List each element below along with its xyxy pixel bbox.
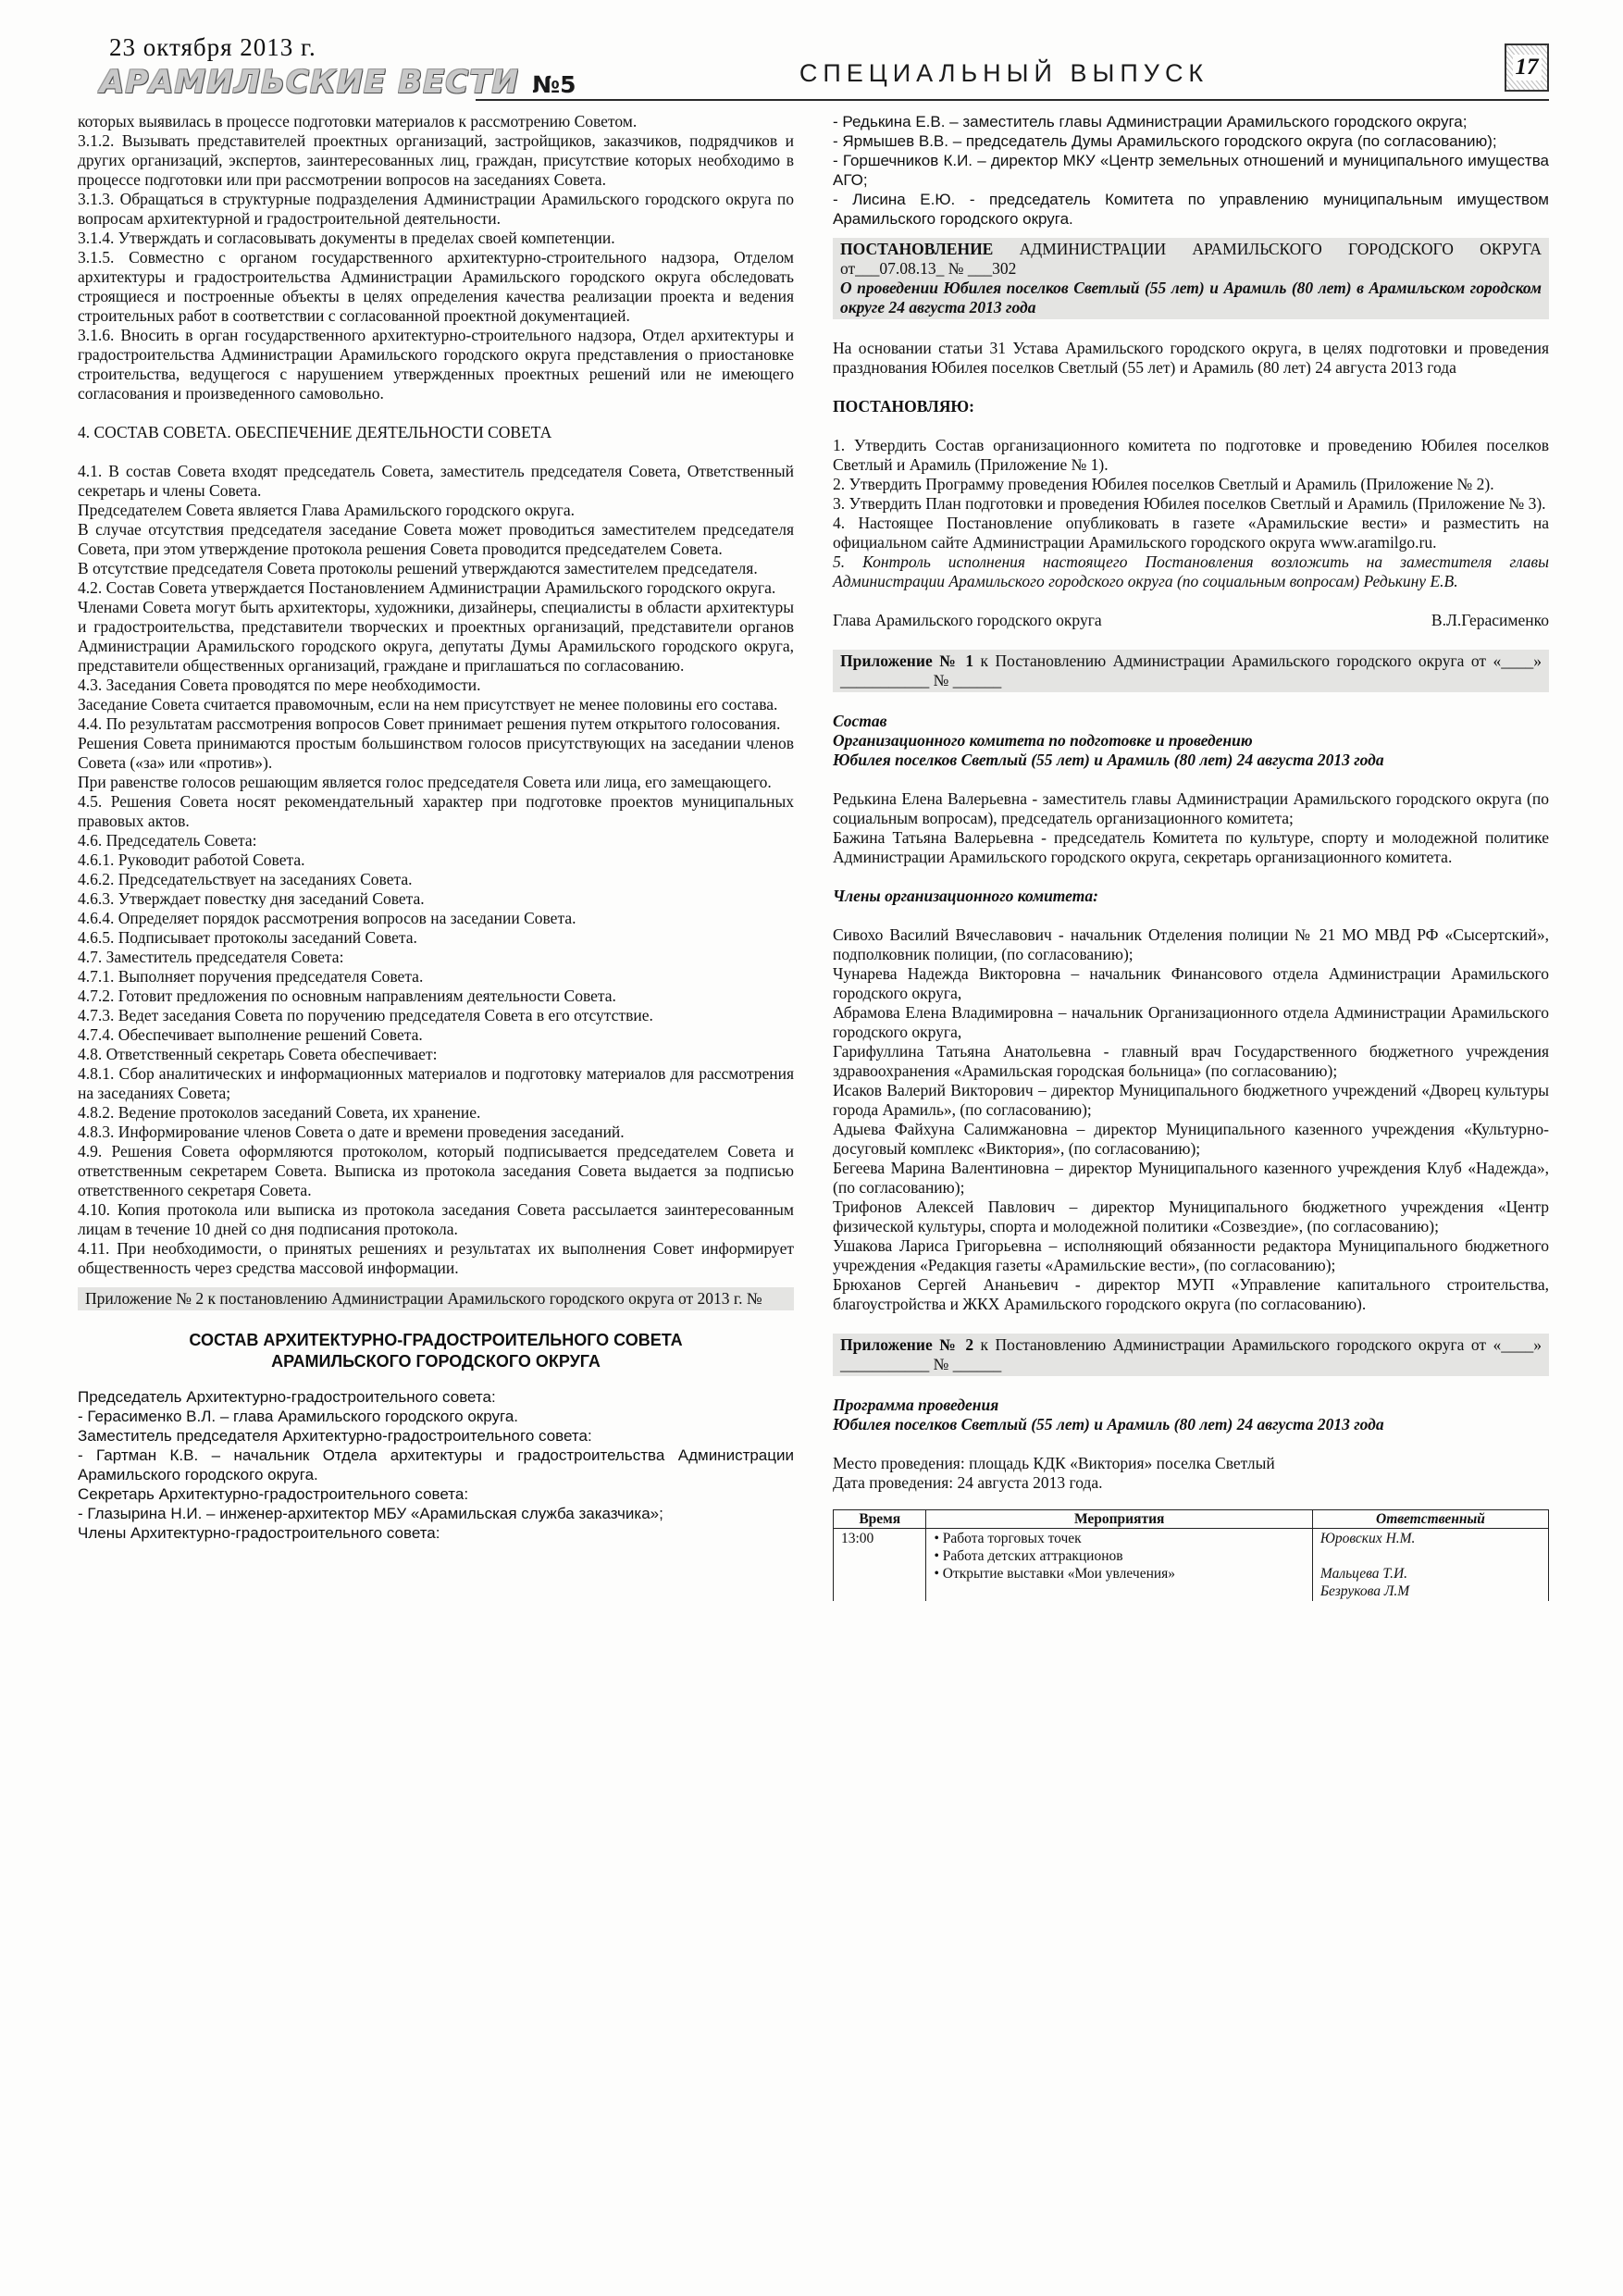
- council-members-list: [78, 1387, 794, 1543]
- body-paragraph: 4.6.5. Подписывает протоколы заседаний Совета.: [78, 928, 417, 947]
- body-paragraph: 3.1.4. Утверждать и согласовывать документы в пределах своей компетенции.: [78, 229, 615, 247]
- body-paragraph: Членами Совета могут быть архитекторы, художники, дизайнеры, специалисты в области архитектуры и градостроительства, представители творческих и проектных организаций, представители органов Администрации Арамильского городского округа, депутаты Думы Арамильского городского округа, представители общественных организаций, граждане и приглашаться по согласованию.: [78, 598, 794, 675]
- body-paragraph: 4.5. Решения Совета носят рекомендательный характер при подготовке проектов муниципальных правовых актов.: [78, 792, 794, 830]
- column-header-events: Мероприятия: [926, 1510, 1312, 1529]
- resolve-item: 3. Утвердить План подготовки и проведения Юбилея поселков Светлый и Арамиль (Приложение № 3).: [833, 494, 1546, 513]
- annex-note-text: Приложение № 2 к постановлению Администрации Арамильского городского округа от 2013 г. №: [85, 1289, 762, 1308]
- body-paragraph: 4.7.4. Обеспечивает выполнение решений Совета.: [78, 1025, 423, 1044]
- event-item: • Работа торговых точек: [934, 1531, 1082, 1546]
- masthead-block: [78, 33, 576, 101]
- resolution-subject: О проведении Юбилея поселков Светлый (55 лет) и Арамиль (80 лет) в Арамильском городском округе 24 августа 2013 года: [840, 279, 1542, 316]
- program-title-line: Программа проведения: [833, 1396, 999, 1414]
- resolve-item: 4. Настоящее Постановление опубликовать в газете «Арамильские вести» и разместить на официальном сайте Администрации Арамильского городского округа www.aramilgo.ru.: [833, 514, 1549, 552]
- cell-time: 13:00: [834, 1529, 926, 1602]
- council-list-item: Заместитель председателя Архитектурно-градостроительного совета:: [78, 1427, 592, 1445]
- council-list-item: - Герасименко В.Л. – глава Арамильского городского округа.: [78, 1408, 518, 1425]
- resolution-basis: На основании статьи 31 Устава Арамильского городского округа, в целях подготовки и проведения празднования Юбилея поселков Светлый (55 лет) и Арамиль (80 лет) 24 августа 2013 года: [833, 339, 1549, 377]
- program-title: [833, 1396, 1549, 1434]
- page-number-box: [1505, 43, 1549, 92]
- body-paragraph: 3.1.5. Совместно с органом государственного архитектурно-строительного надзора, Отделом архитектуры и градостроительства Администрации Арамильского городского округа обследовать строящиеся и построенные объекты в целях определения качества реализации проекта и ведения строительных работ в соответствии с согласованной проектной документацией.: [78, 248, 794, 325]
- members-heading: Члены организационного комитета:: [833, 887, 1098, 905]
- committee-lead-paragraph: Бажина Татьяна Валерьевна - председатель Комитета по культуре, спорту и молодежной политике Администрации Арамильского городского округа, секретарь организационного комитета.: [833, 828, 1549, 866]
- council-list-item: Председатель Архитектурно-градостроительного совета:: [78, 1388, 496, 1406]
- body-paragraph: Председателем Совета является Глава Арамильского городского округа.: [78, 501, 575, 519]
- program-table: [833, 1509, 1549, 1601]
- body-paragraph: 4.8.2. Ведение протоколов заседаний Совета, их хранение.: [78, 1103, 481, 1122]
- resolve-item: 1. Утвердить Состав организационного комитета по подготовке и проведению Юбилея поселков Светлый и Арамиль (Приложение № 1).: [833, 436, 1549, 474]
- annex-1-reference-note: [833, 650, 1549, 692]
- committee-lead-paragraph: Редькина Елена Валерьевна - заместитель главы Администрации Арамильского городского округа (по социальным вопросам), председатель организационного комитета;: [833, 789, 1549, 827]
- program-table-body: [834, 1529, 1549, 1602]
- committee-member-paragraph: Бегеева Марина Валентиновна – директор Муниципального казенного учреждения Клуб «Надежда», (по согласованию);: [833, 1159, 1549, 1197]
- annex-title-line: Юбилея поселков Светлый (55 лет) и Арамиль (80 лет) 24 августа 2013 года: [833, 751, 1384, 769]
- committee-member-paragraph: Ушакова Лариса Григорьевна – исполняющий обязанности редактора Муниципального бюджетного учреждения «Редакция газеты «Арамильские вести», (по согласованию);: [833, 1236, 1549, 1274]
- body-paragraph: 4.7.1. Выполняет поручения председателя Совета.: [78, 967, 424, 986]
- annex-title-line: Состав: [833, 712, 887, 730]
- body-paragraph: которых выявилась в процессе подготовки материалов к рассмотрению Советом.: [78, 112, 638, 130]
- annex-2-label: Приложение № 2: [840, 1335, 974, 1354]
- body-paragraph: Решения Совета принимаются простым большинством голосов присутствующих на заседании членов Совета («за» или «против»).: [78, 734, 794, 772]
- column-header-time: Время: [834, 1510, 926, 1529]
- signature-name: В.Л.Герасименко: [1431, 611, 1549, 629]
- council-composition-heading: [78, 1330, 794, 1372]
- body-paragraph: 4.1. В состав Совета входят председатель Совета, заместитель председателя Совета, Ответственный секретарь и члены Совета.: [78, 462, 794, 500]
- council-heading-line: СОСТАВ АРХИТЕКТУРНО-ГРАДОСТРОИТЕЛЬНОГО СОВЕТА: [189, 1331, 683, 1349]
- council-list-item: Члены Архитектурно-градостроительного совета:: [78, 1524, 440, 1542]
- signature-row: [833, 611, 1549, 630]
- body-paragraph: В отсутствие председателя Совета протоколы решений утверждаются заместителем председателя.: [78, 559, 758, 577]
- committee-member-paragraph: Трифонов Алексей Павлович – директор Муниципального бюджетного учреждения «Центр физической культуры, спорта и молодежной политики «Созвездие», (по согласованию);: [833, 1198, 1549, 1235]
- page-number: 17: [1513, 55, 1542, 81]
- committee-member-paragraph: Брюханов Сергей Ананьевич - директор МУП «Управление капитального строительства, благоустройства и ЖКХ Арамильского городского округа (по согласованию).: [833, 1275, 1549, 1313]
- section-title: СПЕЦИАЛЬНЫЙ ВЫПУСК: [799, 59, 1209, 87]
- signature-position: Глава Арамильского городского округа: [833, 611, 1102, 629]
- body-paragraph: 4.6.3. Утверждает повестку дня заседаний Совета.: [78, 889, 425, 908]
- issue-number: №5: [532, 71, 576, 98]
- venue-line: Место проведения: площадь КДК «Виктория» поселка Светлый: [833, 1454, 1275, 1472]
- event-item: • Работа детских аттракционов: [934, 1548, 1123, 1564]
- responsible-name: Мальцева Т.И.: [1319, 1566, 1408, 1582]
- council-list-item: - Гартман К.В. – начальник Отдела архитектуры и градостроительства Администрации Арамильского городского округа.: [78, 1446, 794, 1483]
- body-paragraph: 4.8.3. Информирование членов Совета о дате и времени проведения заседаний.: [78, 1123, 625, 1141]
- cell-responsible: [1312, 1529, 1548, 1602]
- annex-title-line: Организационного комитета по подготовке и проведению: [833, 731, 1253, 750]
- council-list-item: - Глазырина Н.И. – инженер-архитектор МБУ «Арамильская служба заказчика»;: [78, 1505, 663, 1522]
- body-paragraph: 4.6. Председатель Совета:: [78, 831, 257, 850]
- council-list-item: - Лисина Е.Ю. - председатель Комитета по управлению муниципальным имуществом Арамильского городского округа.: [833, 191, 1549, 228]
- annex-2-reference-note-right: [833, 1334, 1549, 1376]
- council-heading-line: АРАМИЛЬСКОГО ГОРОДСКОГО ОКРУГА: [271, 1352, 601, 1371]
- body-paragraph: Заседание Совета считается правомочным, если на нем присутствует не менее половины его состава.: [78, 695, 778, 714]
- resolution-title-rest: АДМИНИСТРАЦИИ АРАМИЛЬСКОГО ГОРОДСКОГО ОКРУГА от___07.08.13_ № ___302: [840, 240, 1542, 278]
- resolution-title: [840, 240, 1542, 279]
- annex-2-reference-note: [78, 1287, 794, 1310]
- body-paragraph: 4.4. По результатам рассмотрения вопросов Совет принимает решения путем открытого голосования.: [78, 714, 781, 733]
- body-paragraph: 4.7. Заместитель председателя Совета:: [78, 948, 344, 966]
- body-paragraph: 4.6.2. Председательствует на заседаниях Совета.: [78, 870, 413, 888]
- section-4-heading: 4. СОСТАВ СОВЕТА. ОБЕСПЕЧЕНИЕ ДЕЯТЕЛЬНОСТИ СОВЕТА: [78, 423, 552, 441]
- newspaper-logo: АРАМИЛЬСКИЕ ВЕСТИ: [100, 64, 519, 101]
- annex-1-label: Приложение № 1: [840, 652, 974, 670]
- annex-note-text: [840, 1335, 1542, 1374]
- committee-member-paragraph: Исаков Валерий Викторович – директор Муниципального бюджетного учреждений «Дворец культуры города Арамиль», (по согласованию);: [833, 1081, 1549, 1119]
- body-paragraph: 3.1.6. Вносить в орган государственного архитектурно-строительного надзора, Отдел архитектуры и градостроительства Администрации Арамильского городского округа представления о приостановке строительства, ведущегося с нарушением утвержденных проектных решений или не имеющего согласования и произведенного самовольно.: [78, 326, 794, 403]
- section-3-paragraphs: [78, 112, 794, 403]
- resolve-item-control: 5. Контроль исполнения настоящего Постановления возложить на заместителя главы Администрации Арамильского городского округа (по социальным вопросам) Редькину Е.В.: [833, 552, 1549, 590]
- table-header-row: [834, 1510, 1549, 1529]
- body-paragraph: 4.7.2. Готовит предложения по основным направлениям деятельности Совета.: [78, 987, 616, 1005]
- program-table-head: [834, 1510, 1549, 1529]
- table-row: [834, 1529, 1549, 1602]
- body-paragraph: 4.3. Заседания Совета проводятся по мере необходимости.: [78, 676, 481, 694]
- resolution-word: ПОСТАНОВЛЕНИЕ: [840, 240, 994, 258]
- committee-leads: [833, 789, 1549, 867]
- committee-member-paragraph: Адыева Файхуна Салимжановна – директор Муниципального казенного учреждения «Культурно-досуговый комплекс «Виктория», (по согласованию);: [833, 1120, 1549, 1158]
- event-item: • Открытие выставки «Мои увлечения»: [934, 1566, 1176, 1582]
- issue-date: 23 октября 2013 г.: [109, 33, 316, 61]
- header-right: [476, 43, 1549, 101]
- body-paragraph: При равенстве голосов решающим является голос председателя Совета или лица, его замещающего.: [78, 773, 772, 791]
- council-list-item: - Редькина Е.В. – заместитель главы Администрации Арамильского городского округа;: [833, 113, 1468, 130]
- page-header: [78, 33, 1549, 101]
- section-4-paragraphs: [78, 462, 794, 1278]
- resolve-item: 2. Утвердить Программу проведения Юбилея поселков Светлый и Арамиль (Приложение № 2).: [833, 475, 1494, 493]
- body-paragraph: 4.2. Состав Совета утверждается Постановлением Администрации Арамильского городского округа.: [78, 578, 776, 597]
- committee-member-paragraph: Гарифуллина Татьяна Анатольевна - главный врач Государственного бюджетного учреждения здравоохранения «Арамильская городская больница» (по согласованию);: [833, 1042, 1549, 1080]
- date-line: Дата проведения: 24 августа 2013 года.: [833, 1473, 1103, 1492]
- council-list-item: - Ярмышев В.В. – председатель Думы Арамильского городского округа (по согласованию);: [833, 132, 1497, 150]
- body-paragraph: 4.6.1. Руководит работой Совета.: [78, 850, 305, 869]
- resolution-header: [833, 238, 1549, 319]
- resolve-items: [833, 436, 1549, 552]
- annex-note-rest: к Постановлению Администрации Арамильского городского округа от «____» ___________ № ______: [840, 652, 1542, 689]
- body-paragraph: 3.1.2. Вызывать представителей проектных организаций, застройщиков, заказчиков, подрядчиков и других организаций, экспертов, заинтересованных лиц, граждан, присутствие которых необходимо в процессе подготовки или при рассмотрении вопросов на заседаниях Совета.: [78, 131, 794, 189]
- cell-events: [926, 1529, 1312, 1602]
- body-paragraph: В случае отсутствия председателя заседание Совета может проводиться заместителем председателя Совета, при этом утверждение протокола решения Совета проводится председателем Совета.: [78, 520, 794, 558]
- annex-note-rest: к Постановлению Администрации Арамильского городского округа от «____» ___________ № ______: [840, 1335, 1542, 1373]
- column-header-responsible: Ответственный: [1312, 1510, 1548, 1529]
- body-paragraph: 4.9. Решения Совета оформляются протоколом, который подписывается председателем Совета и ответственным секретарем Совета. Выписка из протокола заседания Совета выдается за подписью ответственного секретаря Совета.: [78, 1142, 794, 1199]
- council-list-item: - Горшечников К.И. – директор МКУ «Центр земельных отношений и муниципального имущества АГО;: [833, 152, 1549, 189]
- committee-member-paragraph: Сивохо Василий Вячеславович - начальник Отделения полиции № 21 МО МВД РФ «Сысертский», подполковник полиции, (по согласованию);: [833, 925, 1549, 963]
- right-column: [833, 112, 1549, 1601]
- body-paragraph: 4.6.4. Определяет порядок рассмотрения вопросов на заседании Совета.: [78, 909, 576, 927]
- annex-1-title: [833, 712, 1549, 770]
- council-members-list-continued: [833, 112, 1549, 229]
- annex-note-text: [840, 652, 1542, 690]
- committee-members-list: [833, 925, 1549, 1314]
- article-columns: [78, 112, 1549, 1601]
- body-paragraph: 4.8. Ответственный секретарь Совета обеспечивает:: [78, 1045, 438, 1063]
- body-paragraph: 3.1.3. Обращаться в структурные подразделения Администрации Арамильского городского округа по вопросам архитектурной и градостроительной деятельности.: [78, 190, 794, 228]
- committee-member-paragraph: Абрамова Елена Владимировна – начальник Организационного отдела Администрации Арамильского городского округа,: [833, 1003, 1549, 1041]
- responsible-name: Юровских Н.М.: [1319, 1531, 1416, 1546]
- masthead-row: [100, 64, 576, 101]
- resolve-word: ПОСТАНОВЛЯЮ:: [833, 397, 974, 416]
- council-list-item: Секретарь Архитектурно-градостроительного совета:: [78, 1485, 469, 1503]
- body-paragraph: 4.11. При необходимости, о принятых решениях и результатах их выполнения Совет информирует общественность через средства массовой информации.: [78, 1239, 794, 1277]
- responsible-name: Безрукова Л.М: [1319, 1583, 1410, 1599]
- body-paragraph: 4.7.3. Ведет заседания Совета по поручению председателя Совета в его отсутствие.: [78, 1006, 653, 1024]
- program-title-line: Юбилея поселков Светлый (55 лет) и Арамиль (80 лет) 24 августа 2013 года: [833, 1415, 1384, 1433]
- body-paragraph: 4.10. Копия протокола или выписка из протокола заседания Совета рассылается заинтересованным лицам в течение 10 дней со дня подписания протокола.: [78, 1200, 794, 1238]
- committee-member-paragraph: Чунарева Надежда Викторовна – начальник Финансового отдела Администрации Арамильского городского округа,: [833, 964, 1549, 1002]
- body-paragraph: 4.8.1. Сбор аналитических и информационных материалов и подготовку материалов для рассмотрения на заседаниях Совета;: [78, 1064, 794, 1102]
- left-column: [78, 112, 794, 1601]
